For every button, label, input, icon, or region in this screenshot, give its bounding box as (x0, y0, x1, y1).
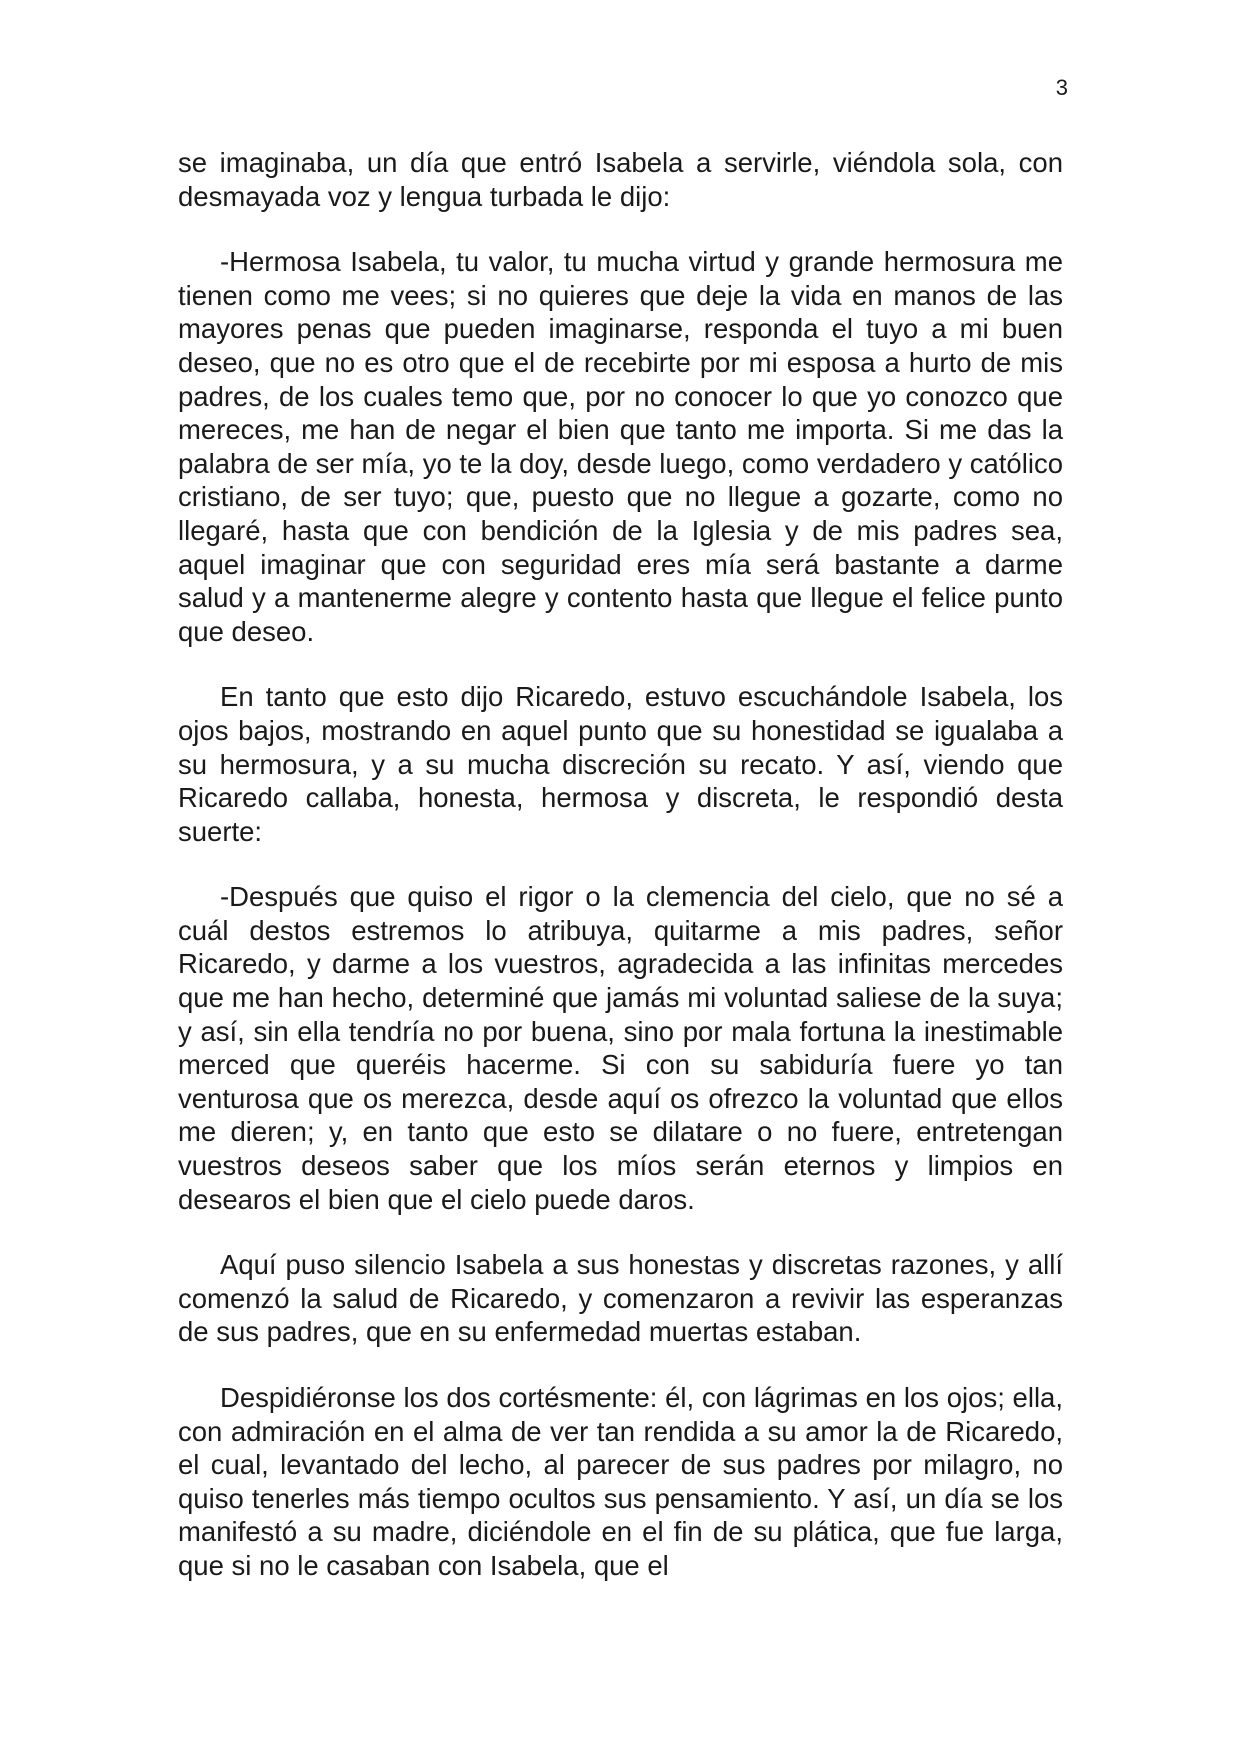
paragraph-continuation: se imaginaba, un día que entró Isabela a servirle, viéndola sola, con desmayada voz y lengua turbada le dijo: (178, 147, 1063, 212)
paragraph-farewell: Despidiéronse los dos cortésmente: él, con lágrimas en los ojos; ella, con admiración en el alma de ver tan rendida a su amor la de Ricaredo, el cual, levantado del lecho, al parecer de sus padres por milagro, no quiso tenerles más tiempo ocultos sus pensamiento. Y así, un día se los manifestó a su madre, diciéndole en el fin de su plática, que fue larga, que si no le casaban con Isabela, que el (178, 1382, 1063, 1581)
paragraph-isabela-listens: En tanto que esto dijo Ricaredo, estuvo escuchándole Isabela, los ojos bajos, mostrando en aquel punto que su honestidad se igualaba a su hermosura, y a su mucha discreción su recato. Y así, viendo que Ricaredo callaba, honesta, hermosa y discreta, le respondió desta suerte: (178, 681, 1063, 847)
body-text (178, 146, 1063, 1615)
page-number: 3 (1055, 75, 1068, 100)
paragraph-ricaredo-proposal: -Hermosa Isabela, tu valor, tu mucha virtud y grande hermosura me tienen como me vees; si no quieres que deje la vida en manos de las mayores penas que pueden imaginarse, responda el tuyo a mi buen deseo, que no es otro que el de recebirte por mi esposa a hurto de mis padres, de los cuales temo que, por no conocer lo que yo conozco que mereces, me han de negar el bien que tanto me importa. Si me das la palabra de ser mía, yo te la doy, desde luego, como verdadero y católico cristiano, de ser tuyo; que, puesto que no llegue a gozarte, como no llegaré, hasta que con bendición de la Iglesia y de mis padres sea, aquel imaginar que con seguridad eres mía será bastante a darme salud y a mantenerme alegre y contento hasta que llegue el felice punto que deseo. (178, 246, 1063, 647)
paragraph-isabela-reply: -Después que quiso el rigor o la clemencia del cielo, que no sé a cuál destos estremos lo atribuya, quitarme a mis padres, señor Ricaredo, y darme a los vuestros, agradecida a las infinitas mercedes que me han hecho, determiné que jamás mi voluntad saliese de la suya; y así, sin ella tendría no por buena, sino por mala fortuna la inestimable merced que queréis hacerme. Si con su sabiduría fuere yo tan venturosa que os merezca, desde aquí os ofrezco la voluntad que ellos me dieren; y, en tanto que esto se dilatare o no fuere, entretengan vuestros deseos saber que los míos serán eternos y limpios en desearos el bien que el cielo puede daros. (178, 881, 1063, 1215)
paragraph-silence: Aquí puso silencio Isabela a sus honestas y discretas razones, y allí comenzó la salud de Ricaredo, y comenzaron a revivir las esperanzas de sus padres, que en su enfermedad muertas estaban. (178, 1249, 1063, 1348)
